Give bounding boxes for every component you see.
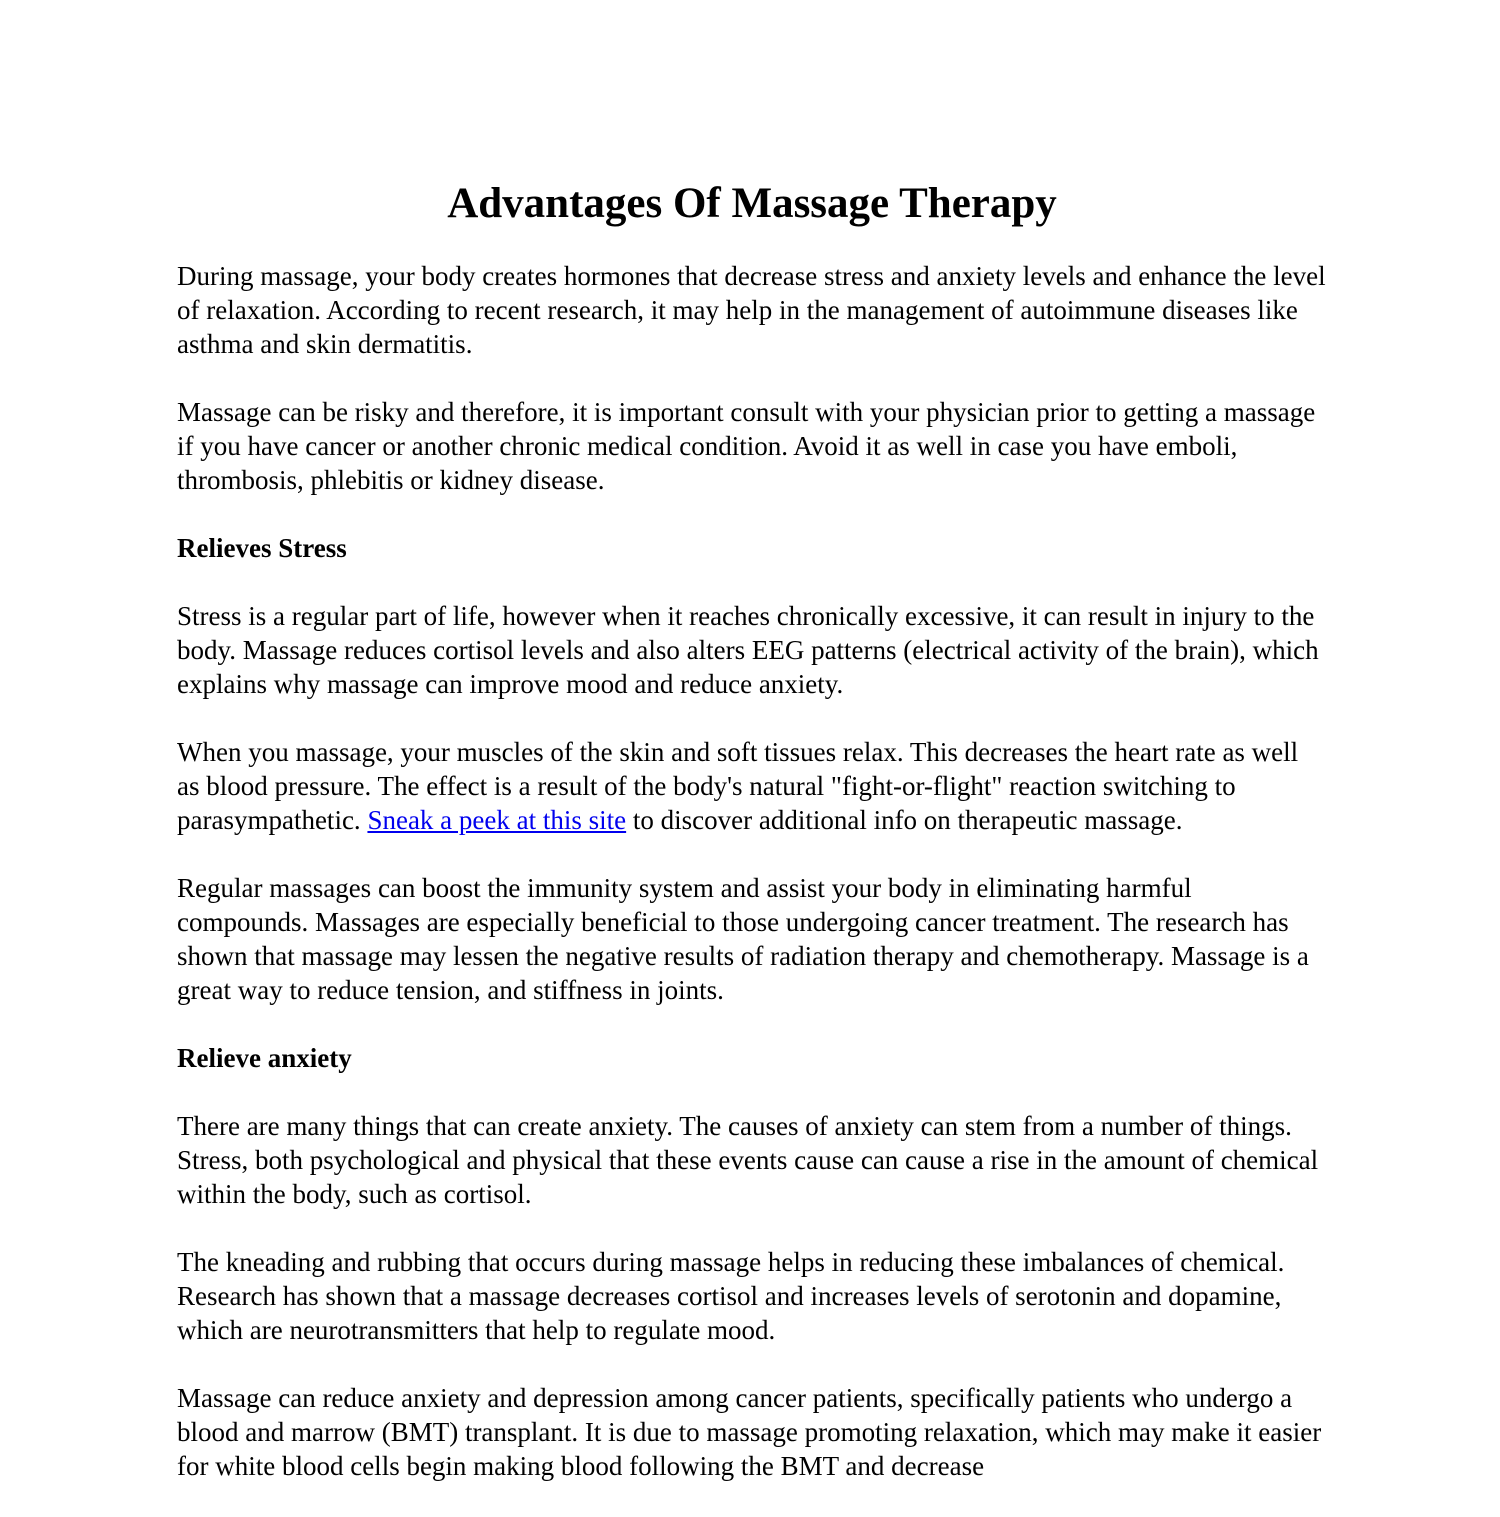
paragraph-immunity: Regular massages can boost the immunity system and assist your body in eliminating harmful compounds. Massages are especially beneficial to those undergoing cancer treatment. The research has shown that massage may lessen the negative results of radiation therapy and chemotherapy. Massage is a great way to reduce tension, and stiffness in joints.	[177, 873, 1309, 1005]
paragraph-intro: During massage, your body creates hormones that decrease stress and anxiety levels and enhance the level of relaxation. According to recent research, it may help in the management of autoimmune diseases like asthma and skin dermatitis.	[177, 261, 1326, 359]
paragraph-risks: Massage can be risky and therefore, it is important consult with your physician prior to getting a massage if you have cancer or another chronic medical condition. Avoid it as well in case you have emboli, thrombosis, phlebitis or kidney disease.	[177, 397, 1316, 495]
paragraph-anxiety-causes: There are many things that can create anxiety. The causes of anxiety can stem from a number of things. Stress, both psychological and physical that these events cause can cause a rise in the amount of chemical within the body, such as cortisol.	[177, 1111, 1319, 1209]
paragraph-muscles-text-after: to discover additional info on therapeutic massage.	[626, 805, 1183, 835]
sneak-peek-link[interactable]: Sneak a peek at this site	[367, 805, 627, 835]
paragraph-cancer-patients: Massage can reduce anxiety and depression among cancer patients, specifically patients who undergo a blood and marrow (BMT) transplant. It is due to massage promoting relaxation, which may make it easier for white blood cells begin making blood following the BMT and decrease	[177, 1383, 1322, 1481]
paragraph-stress: Stress is a regular part of life, however when it reaches chronically excessive, it can result in injury to the body. Massage reduces cortisol levels and also alters EEG patterns (electrical activity of the brain), which explains why massage can improve mood and reduce anxiety.	[177, 601, 1319, 699]
document-page	[177, 178, 1327, 1517]
document-title: Advantages Of Massage Therapy	[447, 180, 1057, 227]
paragraph-muscles	[177, 735, 1327, 837]
paragraph-muscles-text-before: When you massage, your muscles of the skin and soft tissues relax. This decreases the heart rate as well as blood pressure. The effect is a result of the body's natural "fight-or-flight" reaction switching to parasympathetic.	[177, 737, 1299, 835]
paragraph-kneading: The kneading and rubbing that occurs during massage helps in reducing these imbalances of chemical. Research has shown that a massage decreases cortisol and increases levels of serotonin and dopamine, which are neurotransmitters that help to regulate mood.	[177, 1247, 1285, 1345]
section-heading-relieves-stress: Relieves Stress	[177, 533, 347, 563]
section-heading-relieve-anxiety: Relieve anxiety	[177, 1043, 352, 1073]
